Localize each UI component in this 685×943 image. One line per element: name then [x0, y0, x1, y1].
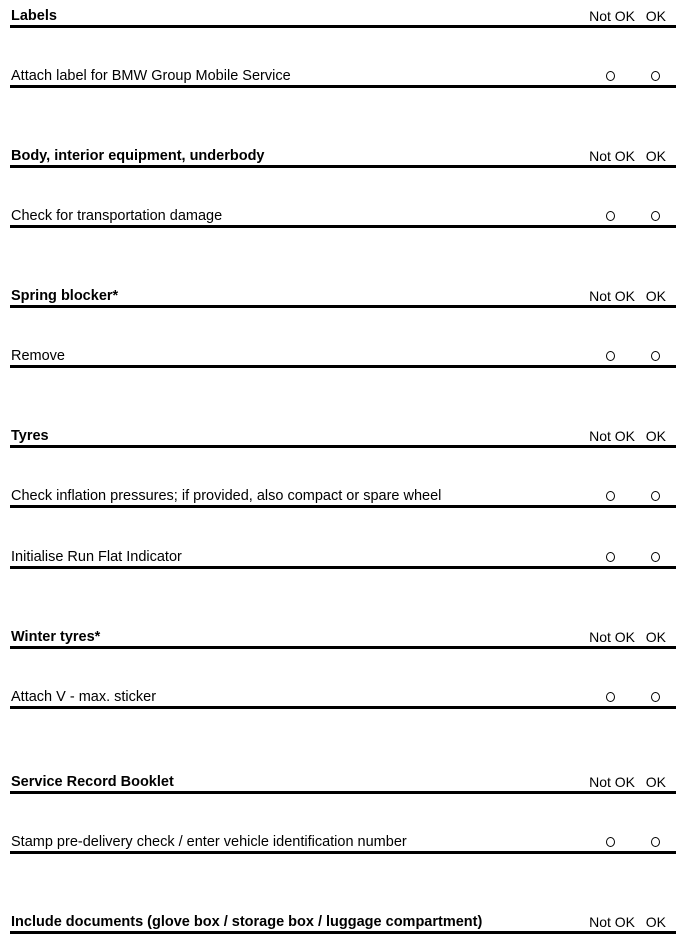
not-ok-radio[interactable]	[606, 71, 615, 81]
section-title: Include documents (glove box / storage box / luggage compartment)	[11, 914, 483, 930]
section-title: Tyres	[11, 428, 49, 444]
ok-radio[interactable]	[651, 351, 660, 361]
checklist-row	[10, 345, 676, 368]
not-ok-radio[interactable]	[606, 837, 615, 847]
ok-radio[interactable]	[651, 837, 660, 847]
ok-column-header: OK	[645, 428, 666, 444]
ok-radio[interactable]	[651, 211, 660, 221]
section-header-winter-tyres	[10, 626, 676, 649]
section-title: Winter tyres*	[11, 629, 101, 645]
section-header-include-documents	[10, 911, 676, 934]
not-ok-column-header: Not OK	[589, 148, 635, 164]
ok-column-header: OK	[645, 629, 666, 645]
ok-column-header: OK	[645, 914, 666, 930]
ok-radio[interactable]	[651, 71, 660, 81]
ok-column-header: OK	[645, 148, 666, 164]
not-ok-column-header: Not OK	[589, 914, 635, 930]
checklist-item-label: Stamp pre-delivery check / enter vehicle identification number	[11, 834, 407, 850]
checklist-item-label: Check for transportation damage	[11, 208, 223, 224]
section-header-tyres	[10, 425, 676, 448]
not-ok-column-header: Not OK	[589, 428, 635, 444]
not-ok-column-header: Not OK	[589, 8, 635, 24]
not-ok-radio[interactable]	[606, 351, 615, 361]
checklist-row	[10, 65, 676, 88]
section-title: Body, interior equipment, underbody	[11, 148, 265, 164]
ok-radio[interactable]	[651, 692, 660, 702]
section-header-body	[10, 145, 676, 168]
not-ok-radio[interactable]	[606, 491, 615, 501]
checklist-row	[10, 546, 676, 569]
section-title: Spring blocker*	[11, 288, 119, 304]
checklist-row	[10, 205, 676, 228]
section-header-service-record-booklet	[10, 771, 676, 794]
checklist-item-label: Attach label for BMW Group Mobile Service	[11, 68, 291, 84]
checklist-item-label: Attach V - max. sticker	[11, 689, 157, 705]
ok-column-header: OK	[645, 288, 666, 304]
ok-column-header: OK	[645, 774, 666, 790]
checklist-item-label: Check inflation pressures; if provided, also compact or spare wheel	[11, 488, 442, 504]
checklist-row	[10, 686, 676, 709]
not-ok-radio[interactable]	[606, 211, 615, 221]
not-ok-column-header: Not OK	[589, 288, 635, 304]
section-header-labels	[10, 5, 676, 28]
checklist-row	[10, 831, 676, 854]
not-ok-radio[interactable]	[606, 552, 615, 562]
ok-column-header: OK	[645, 8, 666, 24]
not-ok-radio[interactable]	[606, 692, 615, 702]
not-ok-column-header: Not OK	[589, 774, 635, 790]
section-title: Service Record Booklet	[11, 774, 174, 790]
section-title: Labels	[11, 8, 57, 24]
ok-radio[interactable]	[651, 491, 660, 501]
checklist-row	[10, 485, 676, 508]
section-header-spring-blocker	[10, 285, 676, 308]
ok-radio[interactable]	[651, 552, 660, 562]
checklist-item-label: Initialise Run Flat Indicator	[11, 549, 182, 565]
checklist-item-label: Remove	[11, 348, 65, 364]
not-ok-column-header: Not OK	[589, 629, 635, 645]
